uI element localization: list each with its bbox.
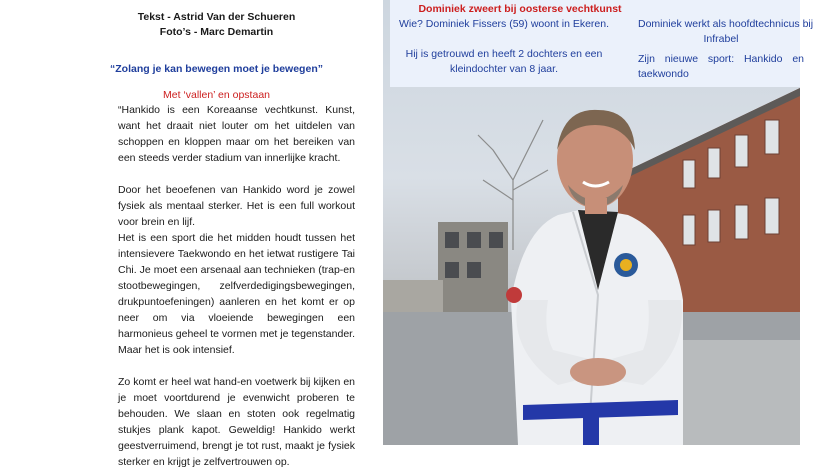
banner-job: Dominiek werkt als hoofdtechnicus bij: [638, 18, 813, 30]
article-column: [0, 0, 383, 468]
banner-who: Wie? Dominiek Fissers (59) woont in Ekeren.: [398, 18, 610, 30]
banner-family: Hij is getrouwd en heeft 2 dochters en een kleindochter van 8 jaar.: [405, 48, 603, 75]
banner-title: Dominiek zweert bij oosterse vechtkunst: [418, 3, 622, 15]
subheading: Met ‘vallen’ en opstaan: [162, 89, 270, 101]
banner-sport: Zijn nieuwe sport: Hankido en taekwondo: [638, 53, 804, 80]
banner-column-2: [638, 17, 813, 82]
paragraph: Het is een sport die het midden houdt tussen het intensievere Taekwondo en het ietwat rustigere Tai Chi. Je moet een arsenaal aan technieken (trap-en stootbewegingen, zelfverdedigingsbewegingen, drukpuntoefeningen) aanleren en het komt er op neer om via vloeiende bewegingen een harmonieus geheel te vormen met je tegenstander. Maar het is ook intensief.: [118, 232, 355, 356]
photo-credit: Foto’s - Marc Demartin: [159, 26, 274, 38]
paragraph: Door het beoefenen van Hankido word je zowel fysiek als mentaal sterker. Het is een full workout voor brein en lijf.: [118, 184, 355, 228]
paragraph: “Hankido is een Koreaanse vechtkunst. Kunst, want het draait niet louter om het uitdelen van schoppen en kloppen maar om het bereiken van een steeds verder stadium van innerlijke kracht.: [118, 104, 355, 164]
banner-column-1: [396, 17, 612, 77]
paragraph: Zo komt er heel wat hand-en voetwerk bij kijken en je moet voortdurend je evenwicht proberen te behouden. We slaan en stoten ook regelmatig stukjes plank kapot. Geweldig! Hankido werkt geestverruimend, brengt je tot rust, maakt je fysiek sterker en krijgt je zelfvertrouwen op.: [118, 376, 355, 468]
article-body: [118, 102, 355, 470]
credits: [78, 10, 355, 40]
author-credit: Tekst - Astrid Van der Schueren: [137, 11, 296, 23]
pull-quote: “Zolang je kan bewegen moet je bewegen”: [110, 63, 323, 75]
info-banner: [390, 0, 813, 87]
banner-employer: Infrabel: [703, 33, 739, 45]
